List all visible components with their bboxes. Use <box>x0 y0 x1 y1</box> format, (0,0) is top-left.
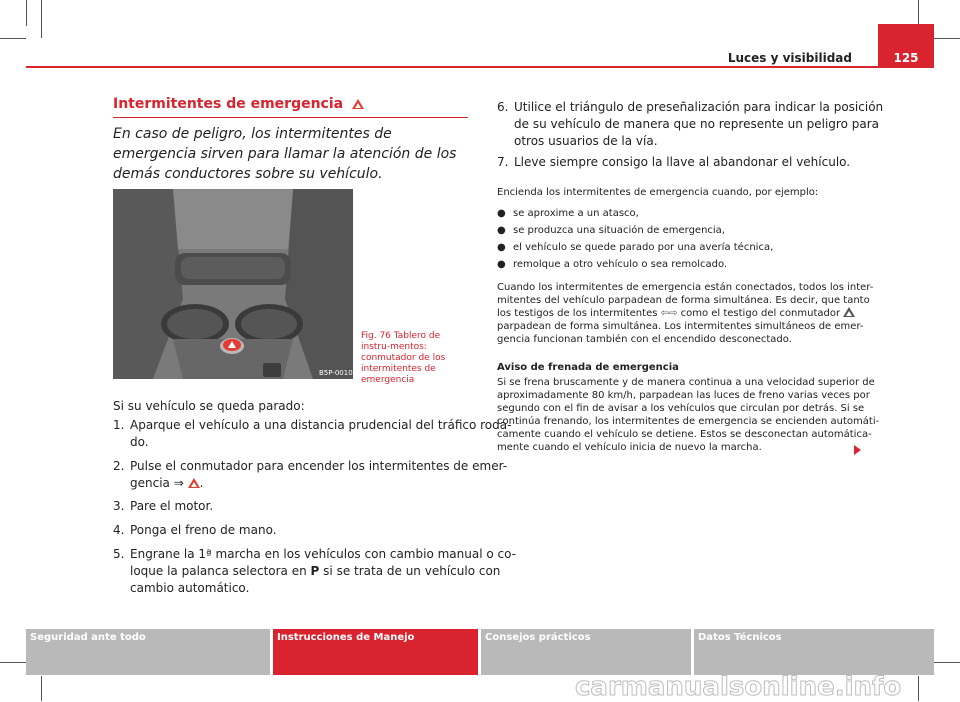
crop-mark <box>0 38 26 39</box>
step-1 <box>113 417 512 451</box>
text-line: mente cuando el vehículo inicia de nuevo la marcha. <box>497 442 762 453</box>
footer-tab-data[interactable] <box>694 629 934 675</box>
arrow-left-icon: ⇦ <box>660 308 670 319</box>
section-title <box>113 96 364 112</box>
step-text: Pulse el conmutador para encender los intermitentes de emer- <box>130 459 508 473</box>
header-rule <box>26 66 878 68</box>
footer-tab-label: Datos Técnicos <box>698 632 782 643</box>
step-text: Lleve siempre consigo la llave al abandonar el vehículo. <box>514 155 851 169</box>
crop-mark <box>26 0 27 26</box>
crop-mark <box>41 676 42 701</box>
list-item-text: remolque a otro vehículo o sea remolcado. <box>513 259 728 270</box>
footer-tab-tips[interactable] <box>481 629 691 675</box>
text-line <box>497 307 857 320</box>
step-text: Utilice el triángulo de preseñalización para indicar la posición <box>514 100 884 114</box>
text-line: gencia funcionan también con el encendido desconectado. <box>497 334 792 345</box>
figure-caption: Fig. 76 Tablero de instru-mentos: conmutador de los intermitentes de emergencia <box>361 331 446 385</box>
gear-position-label: P <box>310 564 320 578</box>
arrow-right-icon: ⇨ <box>669 308 678 319</box>
step-text: si se trata de un vehículo con <box>323 564 501 578</box>
step-2 <box>113 458 508 492</box>
left-lead: Si su vehículo se queda parado: <box>113 399 305 413</box>
figure-code: B5P-0010 <box>319 369 353 377</box>
step-number: 6. <box>497 100 509 114</box>
crop-mark <box>918 676 919 701</box>
figure-photo <box>113 189 353 379</box>
subheading: Aviso de frenada de emergencia <box>497 362 679 373</box>
step-number: 2. <box>113 459 125 473</box>
text-line: Si se frena bruscamente y de manera continua a una velocidad superior de <box>497 377 875 388</box>
step-text: gencia ⇒ <box>130 476 184 490</box>
crop-mark <box>934 38 960 39</box>
list-item-text: se produzca una situación de emergencia, <box>513 225 725 236</box>
list-item-text: se aproxime a un atasco, <box>513 208 639 219</box>
step-4 <box>113 522 473 539</box>
warning-triangle-icon <box>352 99 364 109</box>
step-5 <box>113 546 517 597</box>
running-header: Luces y visibilidad <box>727 51 852 65</box>
section-title-text: Intermitentes de emergencia <box>113 96 344 112</box>
step-text: Pare el motor. <box>130 499 214 513</box>
step-number: 4. <box>113 523 125 537</box>
watermark: carmanualsonline.info <box>575 672 902 702</box>
text-line: mitentes del vehículo parpadean de forma simultánea. Es decir, que tanto <box>497 295 870 306</box>
section-intro: En caso de peligro, los intermitentes de emergencia sirven para llamar la atención de los demás conductores sobre su vehículo. <box>113 126 457 182</box>
crop-mark <box>934 662 960 663</box>
footer-tab-label: Consejos prácticos <box>485 632 591 643</box>
step-text: do. <box>130 435 149 449</box>
step-number: 1. <box>113 418 125 432</box>
text-line: camente cuando el vehículo se detiene. Estos se desconectan automática- <box>497 429 872 440</box>
step-text: de su vehículo de manera que no represente un peligro para <box>514 117 879 131</box>
right-lead: Encienda los intermitentes de emergencia cuando, por ejemplo: <box>497 187 819 198</box>
step-3 <box>113 498 473 515</box>
step-text: otros usuarios de la vía. <box>514 134 658 148</box>
warning-triangle-icon <box>188 478 200 488</box>
step-text: Ponga el freno de mano. <box>130 523 277 537</box>
text-fragment: los testigos de los intermitentes <box>497 308 658 319</box>
text-line: aproximadamente 80 km/h, parpadean las luces de freno varias veces por <box>497 390 870 401</box>
continue-arrow-icon <box>854 445 861 455</box>
text-line: continúa frenando, los intermitentes de emergencia se encienden automáti- <box>497 416 880 427</box>
step-number: 7. <box>497 155 509 169</box>
text-line: segundo con el fin de avisar a los vehículos que circulan por detrás. Si se <box>497 403 865 414</box>
step-number: 5. <box>113 547 125 561</box>
footer-tab-label: Seguridad ante todo <box>30 632 146 643</box>
step-text: cambio automático. <box>130 581 250 595</box>
crop-mark <box>0 662 26 663</box>
step-text-line2: gencia ⇒ . <box>130 476 204 490</box>
list-item-text: el vehículo se quede parado por una avería técnica, <box>513 242 774 253</box>
step-text: Engrane la 1ª marcha en los vehículos con cambio manual o co- <box>130 547 517 561</box>
step-text-line2 <box>130 563 500 580</box>
text-line: Cuando los intermitentes de emergencia están conectados, todos los inter- <box>497 282 874 293</box>
crop-mark <box>41 0 42 38</box>
section-rule <box>113 117 468 118</box>
step-7 <box>497 154 857 171</box>
footer-tab-safety[interactable] <box>26 629 270 675</box>
page-number: 125 <box>893 51 919 65</box>
step-6 <box>497 99 884 150</box>
step-number: 3. <box>113 499 125 513</box>
step-text: loque la palanca selectora en <box>130 564 307 578</box>
footer-tab-label: Instrucciones de Manejo <box>277 632 415 643</box>
paragraph-brake-warning <box>497 376 880 454</box>
text-line: parpadean de forma simultánea. Los intermitentes simultáneos de emer- <box>497 321 864 332</box>
footer-tab-operating[interactable] <box>273 629 478 675</box>
paragraph-simultaneous <box>497 281 874 346</box>
warning-triangle-icon <box>843 307 855 317</box>
step-text: Aparque el vehículo a una distancia prudencial del tráfico roda- <box>130 418 512 432</box>
text-fragment: como el testigo del conmutador <box>680 308 841 319</box>
